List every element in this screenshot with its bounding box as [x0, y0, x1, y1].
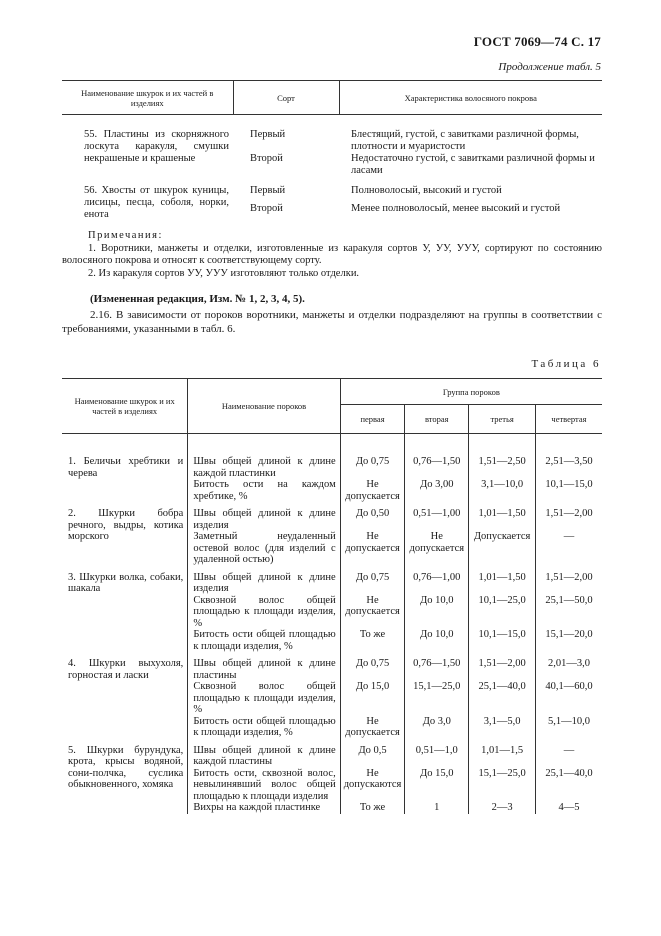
t6-value-group-1: То же — [340, 802, 405, 814]
t6-defect: Битость ости общей площадью к площади изделия, % — [188, 629, 340, 652]
t6-section-name: 2. Шкурки бобра речного, выдры, котика морского — [68, 508, 184, 542]
t6-value-group-2: 15,1—25,0 — [405, 681, 469, 716]
t6-defect: Швы общей длиной к длине изделия — [188, 566, 340, 595]
t6-defect: Заметный неудаленный остевой волос (для изделий с удаленной остью) — [188, 531, 340, 566]
t6-header-name: Наименование шкурок и их частей в изделиях — [62, 379, 188, 434]
table-continuation-label: Продолжение табл. 5 — [498, 61, 601, 73]
table-row — [62, 129, 602, 153]
t6-value-group-1: До 0,5 — [340, 739, 405, 768]
table-row — [62, 185, 602, 203]
t5-row-grade: Первый — [250, 129, 286, 140]
t6-value-group-2: 0,76—1,00 — [405, 566, 469, 595]
table-5 — [62, 80, 602, 221]
notes-title: Примечания: — [88, 230, 163, 241]
t6-value-group-4: 10,1—15,0 — [536, 479, 603, 502]
t5-row-characteristic: Менее полноволосый, менее высокий и густой — [351, 203, 561, 214]
t5-row-characteristic: Блестящий, густой, с завитками различной формы, плотности и муаристости — [351, 129, 579, 152]
t6-value-group-4: 4—5 — [536, 802, 603, 814]
t6-value-group-2: До 15,0 — [405, 768, 469, 803]
t6-value-group-3: 2—3 — [469, 802, 536, 814]
t6-value-group-3: 15,1—25,0 — [469, 768, 536, 803]
t6-value-group-2: До 3,00 — [405, 479, 469, 502]
t6-value-group-1: До 15,0 — [340, 681, 405, 716]
t6-value-group-3: 3,1—10,0 — [469, 479, 536, 502]
table-row — [62, 566, 602, 595]
t6-value-group-2: До 3,0 — [405, 716, 469, 739]
t6-defect: Сквозной волос общей площадью к площади изделия, % — [188, 681, 340, 716]
table-6-title: Таблица 6 — [531, 358, 601, 370]
t6-header-group-2: вторая — [405, 405, 469, 434]
t6-header-defect: Наименование пороков — [188, 379, 340, 434]
table-row — [62, 652, 602, 681]
t6-value-group-3: 1,51—2,50 — [469, 450, 536, 479]
t6-header-group-4: четвертая — [536, 405, 603, 434]
page-header: ГОСТ 7069—74 С. 17 — [473, 34, 601, 49]
table-row — [62, 450, 602, 479]
t6-section-name: 5. Шкурки бурундука, крота, крысы водяной, сони-полчка, суслика обыкновенного, хомяка — [68, 744, 184, 790]
t6-value-group-2: Не допускается — [405, 531, 469, 566]
t6-section-name: 4. Шкурки выхухоля, горностая и ласки — [68, 658, 184, 681]
t6-value-group-3: 1,01—1,50 — [469, 502, 536, 531]
t6-value-group-4: 1,51—2,00 — [536, 502, 603, 531]
t6-value-group-3: 3,1—5,0 — [469, 716, 536, 739]
t6-value-group-1: Не допускается — [340, 716, 405, 739]
note-item: 1. Воротники, манжеты и отделки, изготовленные из каракуля сортов У, УУ, УУУ, сортируют по состоянию волосяного покрова и относят к соответствующему сорту. — [62, 242, 602, 266]
t6-value-group-3: 10,1—25,0 — [469, 595, 536, 630]
t5-row-name: 56. Хвосты от шкурок куницы, лисицы, песца, соболя, норки, енота — [84, 185, 229, 220]
t6-defect: Битость ости, сквозной волос, невылинявший волос общей площадью к площади изделия — [188, 768, 340, 803]
t5-row-name: 55. Пластины из скорняжного лоскута каракуля, смушки некрашеные и крашеные — [84, 129, 229, 164]
t6-value-group-4: 2,51—3,50 — [536, 450, 603, 479]
t5-row-grade: Второй — [250, 203, 283, 214]
t6-defect: Швы общей длиной к длине каждой пластины — [188, 739, 340, 768]
t5-row-grade: Первый — [250, 185, 286, 196]
t6-value-group-1: Не допускаются — [340, 768, 405, 803]
t6-value-group-2: 1 — [405, 802, 469, 814]
amendment-note: (Измененная редакция, Изм. № 1, 2, 3, 4, 5). — [90, 293, 305, 305]
t6-value-group-1: До 0,75 — [340, 450, 405, 479]
t6-value-group-2: До 10,0 — [405, 629, 469, 652]
table-row — [62, 739, 602, 768]
t5-row-characteristic: Полноволосый, высокий и густой — [351, 185, 502, 196]
t6-value-group-3: 10,1—15,0 — [469, 629, 536, 652]
t6-value-group-4: 1,51—2,00 — [536, 566, 603, 595]
t6-defect: Битость ости на каждом хребтике, % — [188, 479, 340, 502]
t6-value-group-3: 25,1—40,0 — [469, 681, 536, 716]
t6-section-name: 1. Беличьи хребтики и черева — [68, 456, 184, 479]
t6-value-group-1: До 0,75 — [340, 652, 405, 681]
t6-header-group-1: первая — [340, 405, 405, 434]
t6-value-group-3: 1,01—1,5 — [469, 739, 536, 768]
t5-header-name: Наименование шкурок и их частей в изделиях — [62, 81, 233, 115]
t6-value-group-4: — — [536, 531, 603, 566]
t6-header-group-3: третья — [469, 405, 536, 434]
t6-defect: Швы общей длиной к длине пластины — [188, 652, 340, 681]
t6-value-group-3: 1,01—1,50 — [469, 566, 536, 595]
t6-defect: Швы общей длиной к длине изделия — [188, 502, 340, 531]
t6-defect: Сквозной волос общей площадью к площади изделия, % — [188, 595, 340, 630]
t6-value-group-4: 40,1—60,0 — [536, 681, 603, 716]
t6-value-group-2: 0,76—1,50 — [405, 450, 469, 479]
t6-value-group-3: Допускается — [469, 531, 536, 566]
t6-header-group: Группа пороков — [340, 379, 602, 405]
t6-value-group-4: 25,1—50,0 — [536, 595, 603, 630]
t6-defect: Битость ости общей площадью к площади изделия, % — [188, 716, 340, 739]
t6-value-group-1: Не допускается — [340, 479, 405, 502]
t6-value-group-4: — — [536, 739, 603, 768]
t6-value-group-1: До 0,50 — [340, 502, 405, 531]
t5-header-grade: Сорт — [233, 81, 339, 115]
t6-value-group-2: До 10,0 — [405, 595, 469, 630]
paragraph-2-16: 2.16. В зависимости от пороков воротники, манжеты и отделки подразделяют на группы в соответствии с требованиями, указанными в табл. 6. — [62, 309, 602, 335]
t6-defect: Вихры на каждой пластинке — [188, 802, 340, 814]
t6-value-group-1: То же — [340, 629, 405, 652]
t6-value-group-1: Не допускается — [340, 595, 405, 630]
t6-value-group-4: 2,01—3,0 — [536, 652, 603, 681]
t6-value-group-3: 1,51—2,00 — [469, 652, 536, 681]
t6-section-name: 3. Шкурки волка, собаки, шакала — [68, 571, 184, 594]
t6-value-group-1: До 0,75 — [340, 566, 405, 595]
t6-value-group-4: 15,1—20,0 — [536, 629, 603, 652]
t5-row-characteristic: Недостаточно густой, с завитками различной формы и ласами — [351, 153, 595, 176]
t5-header-characteristic: Характеристика волосяного покрова — [339, 81, 602, 115]
t6-value-group-4: 5,1—10,0 — [536, 716, 603, 739]
t6-value-group-4: 25,1—40,0 — [536, 768, 603, 803]
t6-value-group-1: Не допускается — [340, 531, 405, 566]
note-item: 2. Из каракуля сортов УУ, УУУ изготовляют только отделки. — [88, 267, 360, 279]
t6-defect: Швы общей длиной к длине каждой пластинки — [188, 450, 340, 479]
t5-row-grade: Второй — [250, 153, 283, 164]
notes — [62, 230, 602, 280]
table-6 — [62, 378, 602, 814]
t6-value-group-2: 0,51—1,0 — [405, 739, 469, 768]
table-row — [62, 502, 602, 531]
t6-value-group-2: 0,76—1,50 — [405, 652, 469, 681]
t6-value-group-2: 0,51—1,00 — [405, 502, 469, 531]
